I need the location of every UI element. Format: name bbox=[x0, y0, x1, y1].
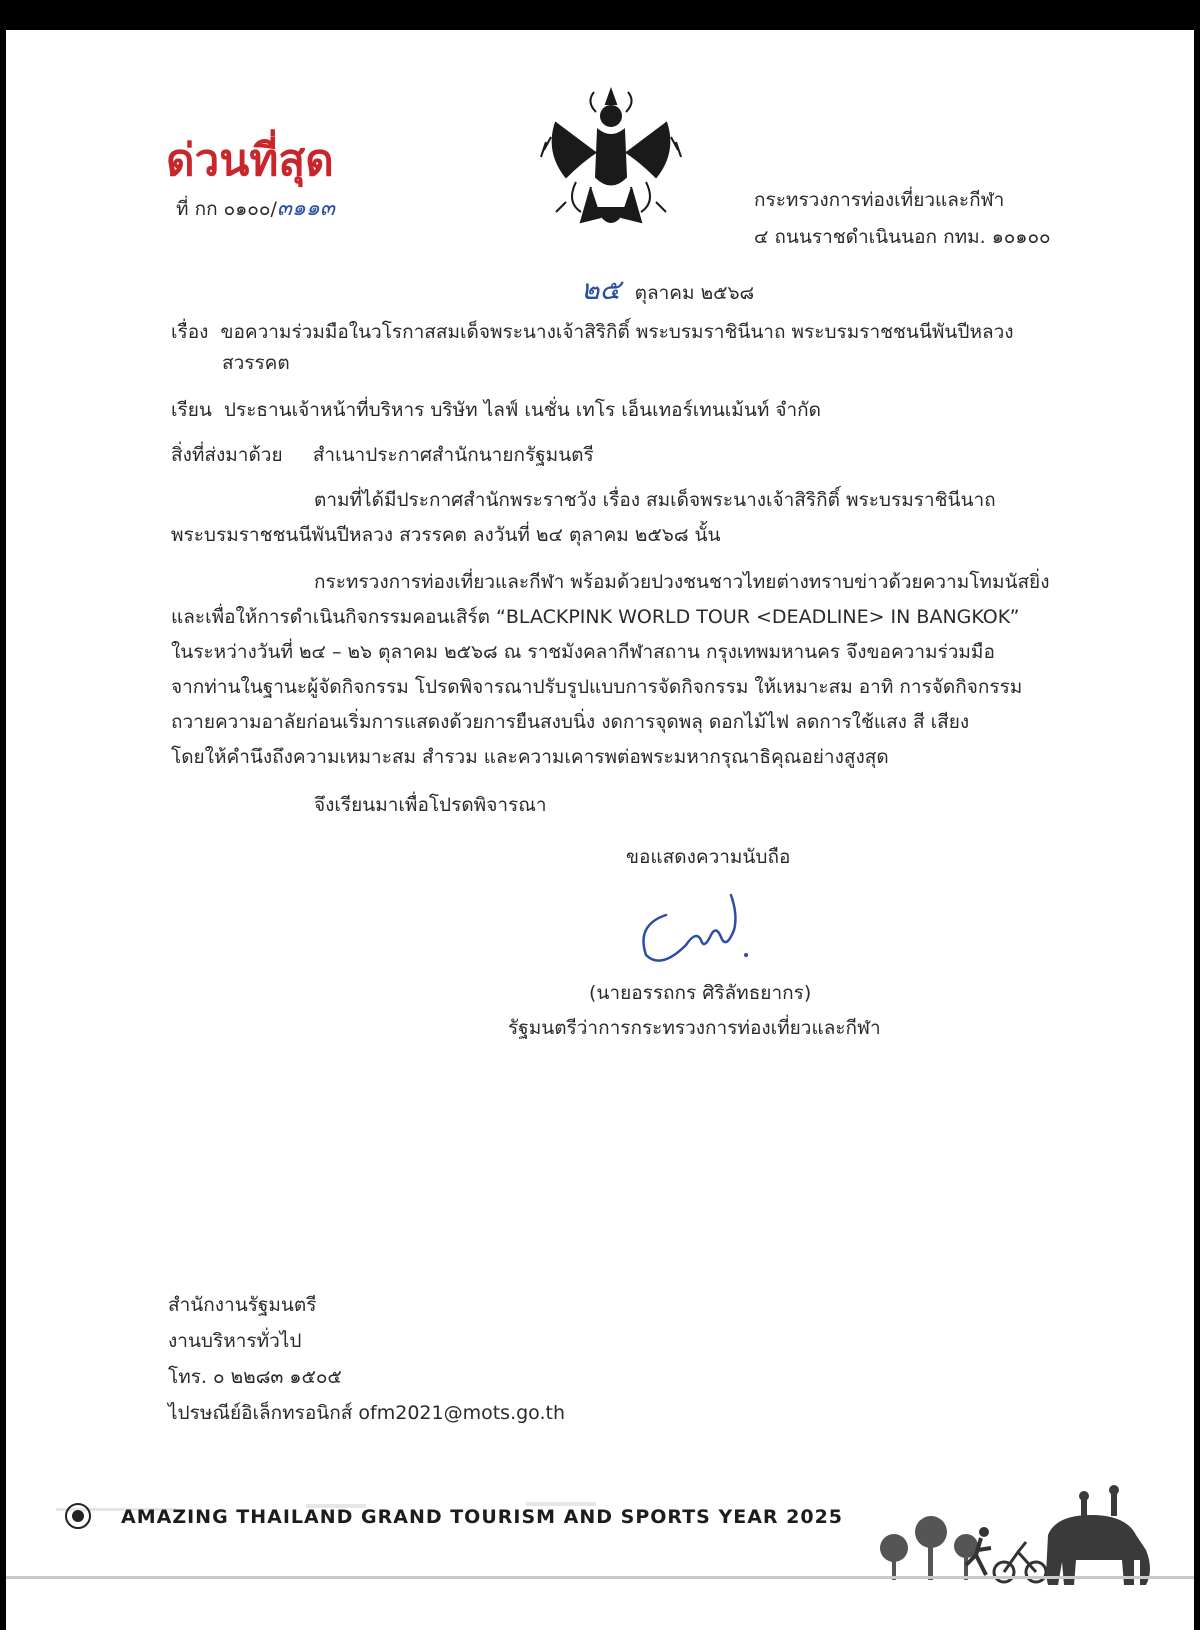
signer-name: (นายอรรถกร ศิริลัทธยากร) bbox=[589, 982, 812, 1004]
subject-label: เรื่อง bbox=[171, 321, 209, 343]
signer-title: รัฐมนตรีว่าการกระทรวงการท่องเที่ยวและกีฬา bbox=[508, 1017, 881, 1039]
ministry-logo-icon bbox=[64, 1502, 92, 1530]
subject-text-2: สวรรคต bbox=[222, 352, 290, 374]
letter-date bbox=[581, 268, 754, 312]
office-email: ไปรษณีย์อิเล็กทรอนิกส์ ofm2021@mots.go.th bbox=[168, 1402, 566, 1424]
regards-line: ขอแสดงความนับถือ bbox=[626, 846, 791, 868]
doc-number-handwritten: ๓๑๑๓ bbox=[276, 196, 335, 221]
signature-icon bbox=[626, 875, 776, 975]
paragraph-2-line-4: จากท่านในฐานะผู้จัดกิจกรรม โปรดพิจารณาปรับรูปแบบการจัดกิจกรรม ให้เหมาะสม อาทิ การจัดกิจกรรม bbox=[171, 676, 1023, 698]
paragraph-2-line-2: และเพื่อให้การดำเนินกิจกรรมคอนเสิร์ต “BLACKPINK WORLD TOUR <DEADLINE> IN BANGKOK” bbox=[171, 606, 1020, 628]
doc-number-prefix: ที่ กก ๐๑๐๐/ bbox=[176, 198, 277, 220]
office-department: งานบริหารทั่วไป bbox=[168, 1330, 302, 1352]
office-phone: โทร. ๐ ๒๒๘๓ ๑๕๐๕ bbox=[168, 1366, 342, 1388]
garuda-emblem-icon bbox=[536, 82, 686, 242]
ministry-name: กระทรวงการท่องเที่ยวและกีฬา bbox=[754, 189, 1005, 211]
date-day-handwritten: ๒๕ bbox=[581, 273, 621, 306]
enclosure-label: สิ่งที่ส่งมาด้วย bbox=[171, 444, 283, 466]
office-name: สำนักงานรัฐมนตรี bbox=[168, 1294, 317, 1316]
closing-line: จึงเรียนมาเพื่อโปรดพิจารณา bbox=[314, 794, 547, 816]
urgency-heading: ด่วนที่สุด bbox=[166, 135, 334, 186]
tree-silhouette-icon bbox=[880, 1516, 978, 1580]
recipient-line bbox=[171, 395, 821, 425]
paragraph-1-line-2: พระบรมราชชนนีพันปีหลวง สวรรคต ลงวันที่ ๒๔ ตุลาคม ๒๕๖๘ นั้น bbox=[171, 524, 721, 546]
enclosure-text: สำเนาประกาศสำนักนายกรัฐมนตรี bbox=[312, 444, 594, 466]
date-month-year: ตุลาคม ๒๕๖๘ bbox=[634, 282, 755, 304]
paragraph-2-line-5: ถวายความอาลัยก่อนเริ่มการแสดงด้วยการยืนสงบนิ่ง งดการจุดพลุ ดอกไม้ไฟ ลดการใช้แสง สี เสียง bbox=[171, 711, 970, 733]
footer-banner-slogan: AMAZING THAILAND GRAND TOURISM AND SPORTS YEAR 2025 bbox=[121, 1506, 844, 1528]
subject-text-1: ขอความร่วมมือในวโรกาสสมเด็จพระนางเจ้าสิริกิติ์ พระบรมราชินีนาถ พระบรมราชชนนีพันปีหลวง bbox=[220, 321, 1014, 343]
paragraph-2-line-6: โดยให้คำนึงถึงความเหมาะสม สำรวม และความเคารพต่อพระมหากรุณาธิคุณอย่างสูงสุด bbox=[171, 746, 889, 768]
subject-line bbox=[171, 317, 1014, 347]
footer-banner-art bbox=[6, 1480, 1194, 1630]
recipient-label: เรียน bbox=[171, 399, 212, 421]
paragraph-2-line-1: กระทรวงการท่องเที่ยวและกีฬา พร้อมด้วยปวงชนชาวไทยต่างทราบข่าวด้วยความโทมนัสยิ่ง bbox=[314, 571, 1050, 593]
recipient-text: ประธานเจ้าหน้าที่บริหาร บริษัท ไลฟ์ เนชั่น เทโร เอ็นเทอร์เทนเม้นท์ จำกัด bbox=[223, 399, 822, 421]
elephant-silhouette-icon bbox=[1046, 1485, 1150, 1585]
ministry-address: ๔ ถนนราชดำเนินนอก กทม. ๑๐๑๐๐ bbox=[754, 226, 1051, 248]
letter-page bbox=[6, 30, 1194, 1630]
document-number bbox=[176, 190, 335, 225]
paragraph-2-line-3: ในระหว่างวันที่ ๒๔ – ๒๖ ตุลาคม ๒๕๖๘ ณ ราชมังคลากีฬาสถาน กรุงเทพมหานคร จึงขอความร่วมมือ bbox=[171, 641, 995, 663]
paragraph-1-line-1: ตามที่ได้มีประกาศสำนักพระราชวัง เรื่อง สมเด็จพระนางเจ้าสิริกิติ์ พระบรมราชินีนาถ bbox=[314, 489, 996, 511]
enclosure-line bbox=[171, 440, 594, 470]
